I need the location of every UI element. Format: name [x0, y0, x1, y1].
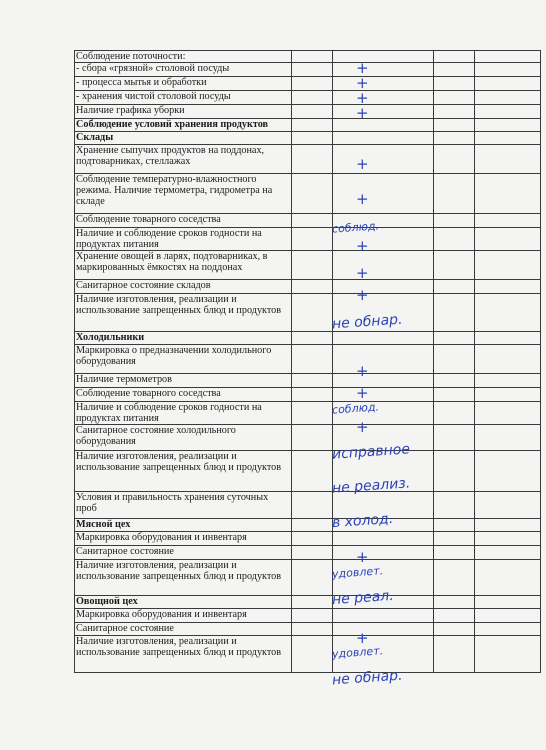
empty-cell: [292, 345, 333, 374]
empty-cell: [475, 532, 541, 546]
empty-cell: [292, 623, 333, 636]
empty-cell: [475, 332, 541, 345]
handwritten-note: не обнар.: [331, 311, 403, 332]
empty-cell: [475, 119, 541, 132]
empty-cell: [434, 132, 475, 145]
empty-cell: [292, 294, 333, 332]
section-header-row: [75, 332, 541, 345]
check-plus-mark: +: [356, 89, 369, 107]
result-cell: [333, 384, 434, 402]
empty-cell: [475, 560, 541, 596]
requirement-text: Наличие изготовления, реализации и использование запрещенных блюд и продуктов: [75, 636, 292, 673]
requirement-text: - сбора «грязной» столовой посуды: [75, 63, 292, 77]
check-plus-mark: +: [356, 154, 369, 173]
result-cell: [333, 546, 434, 560]
requirement-text: Соблюдение температурно-влажностного режима. Наличие термометра, гидрометра на складе: [75, 174, 292, 214]
check-plus-mark: +: [356, 361, 369, 380]
check-plus-mark: +: [356, 548, 369, 566]
check-plus-mark: +: [356, 384, 369, 402]
empty-cell: [292, 105, 333, 119]
check-plus-mark: +: [356, 286, 369, 304]
empty-cell: [475, 374, 541, 388]
handwritten-note: соблюд.: [331, 400, 380, 417]
checklist-row: [75, 492, 541, 519]
empty-cell: [292, 63, 333, 77]
result-cell: [333, 132, 434, 145]
empty-cell: [292, 77, 333, 91]
empty-cell: [434, 519, 475, 532]
empty-cell: [434, 425, 475, 451]
empty-cell: [475, 402, 541, 425]
result-cell: [333, 532, 434, 546]
requirement-text: Санитарное состояние холодильного оборудования: [75, 425, 292, 451]
check-plus-mark: +: [356, 629, 369, 647]
result-cell: [333, 609, 434, 623]
requirement-text: Санитарное состояние: [75, 546, 292, 560]
requirement-text: Наличие графика уборки: [75, 105, 292, 119]
section-header-row: [75, 132, 541, 145]
empty-cell: [475, 451, 541, 492]
handwritten-note: не реал.: [331, 587, 395, 608]
empty-cell: [434, 532, 475, 546]
empty-cell: [292, 425, 333, 451]
checklist-row: [75, 214, 541, 228]
empty-cell: [292, 132, 333, 145]
checklist-row: [75, 251, 541, 280]
check-plus-mark: +: [356, 237, 369, 255]
empty-cell: [292, 388, 333, 402]
empty-cell: [475, 280, 541, 294]
empty-cell: [475, 345, 541, 374]
requirement-text: Хранение овощей в ларях, подтоварниках, в маркированных ёмкостях на поддонах: [75, 251, 292, 280]
checklist-row: [75, 546, 541, 560]
empty-cell: [292, 251, 333, 280]
check-plus-mark: +: [356, 190, 369, 208]
section-title: Склады: [75, 132, 292, 145]
empty-cell: [434, 51, 475, 63]
empty-cell: [292, 280, 333, 294]
requirement-text: Маркировка о предназначении холодильного оборудования: [75, 345, 292, 374]
empty-cell: [434, 119, 475, 132]
checklist-row: [75, 636, 541, 673]
empty-cell: [434, 77, 475, 91]
result-cell: [333, 280, 434, 294]
empty-cell: [475, 174, 541, 214]
section-title: Мясной цех: [75, 519, 292, 532]
empty-cell: [434, 251, 475, 280]
checklist-row: [75, 105, 541, 119]
handwritten-note: не реализ.: [331, 475, 411, 497]
checklist-row: [75, 609, 541, 623]
empty-cell: [292, 546, 333, 560]
requirement-text: Маркировка оборудования и инвентаря: [75, 532, 292, 546]
empty-cell: [434, 451, 475, 492]
checklist-row: [75, 77, 541, 91]
checklist-row: [75, 451, 541, 492]
section-header-row: [75, 119, 541, 132]
checklist-row: [75, 174, 541, 214]
empty-cell: [292, 119, 333, 132]
empty-cell: [475, 519, 541, 532]
requirement-text: Санитарное состояние: [75, 623, 292, 636]
handwritten-note: удовлет.: [331, 563, 384, 581]
empty-cell: [292, 636, 333, 673]
empty-cell: [434, 609, 475, 623]
empty-cell: [475, 214, 541, 228]
result-cell: [333, 119, 434, 132]
empty-cell: [475, 77, 541, 91]
empty-cell: [434, 280, 475, 294]
empty-cell: [475, 294, 541, 332]
empty-cell: [434, 214, 475, 228]
empty-cell: [434, 294, 475, 332]
checklist-row: [75, 91, 541, 105]
empty-cell: [292, 51, 333, 63]
requirement-text: Соблюдение поточности:: [75, 51, 292, 63]
result-cell: [333, 251, 434, 280]
empty-cell: [434, 402, 475, 425]
empty-cell: [475, 132, 541, 145]
checklist-row: [75, 374, 541, 388]
checklist-row: [75, 345, 541, 374]
empty-cell: [292, 402, 333, 425]
requirement-text: Маркировка оборудования и инвентаря: [75, 609, 292, 623]
empty-cell: [434, 636, 475, 673]
requirement-text: Условия и правильность хранения суточных проб: [75, 492, 292, 519]
checklist-row: [75, 51, 541, 63]
requirement-text: Соблюдение товарного соседства: [75, 214, 292, 228]
empty-cell: [292, 532, 333, 546]
inspection-checklist-table: [74, 50, 541, 673]
result-cell: [333, 74, 434, 92]
result-cell: [333, 174, 434, 214]
empty-cell: [434, 374, 475, 388]
section-title: Овощной цех: [75, 596, 292, 609]
empty-cell: [475, 636, 541, 673]
empty-cell: [292, 145, 333, 174]
checklist-row: [75, 388, 541, 402]
result-cell: [333, 345, 434, 374]
handwritten-note: соблюд.: [331, 219, 380, 236]
empty-cell: [475, 63, 541, 77]
checklist-row: [75, 145, 541, 174]
checklist-body: [75, 51, 541, 673]
checklist-row: [75, 402, 541, 425]
result-cell: [333, 104, 434, 122]
empty-cell: [475, 251, 541, 280]
result-cell: [333, 374, 434, 388]
checklist-row: [75, 623, 541, 636]
empty-cell: [475, 51, 541, 63]
empty-cell: [292, 228, 333, 251]
result-cell: [333, 51, 434, 63]
empty-cell: [434, 560, 475, 596]
empty-cell: [292, 492, 333, 519]
check-plus-mark: +: [356, 418, 369, 436]
empty-cell: [434, 63, 475, 77]
empty-cell: [475, 609, 541, 623]
result-cell: [333, 59, 434, 77]
result-cell: [333, 91, 434, 105]
check-plus-mark: +: [356, 59, 369, 77]
empty-cell: [475, 425, 541, 451]
requirement-text: Наличие термометров: [75, 374, 292, 388]
handwritten-note: исправное: [331, 440, 411, 463]
empty-cell: [292, 596, 333, 609]
empty-cell: [434, 91, 475, 105]
checklist-row: [75, 63, 541, 77]
requirement-text: Санитарное состояние складов: [75, 280, 292, 294]
empty-cell: [434, 228, 475, 251]
empty-cell: [475, 105, 541, 119]
empty-cell: [475, 492, 541, 519]
empty-cell: [292, 174, 333, 214]
empty-cell: [434, 105, 475, 119]
section-header-row: [75, 519, 541, 532]
empty-cell: [292, 451, 333, 492]
requirement-text: Хранение сыпучих продуктов на поддонах, подтоварниках, стеллажах: [75, 145, 292, 174]
check-plus-mark: +: [356, 263, 369, 282]
empty-cell: [292, 91, 333, 105]
empty-cell: [434, 174, 475, 214]
check-plus-mark: +: [356, 74, 369, 92]
section-header-row: [75, 596, 541, 609]
empty-cell: [292, 214, 333, 228]
empty-cell: [292, 332, 333, 345]
empty-cell: [475, 596, 541, 609]
requirement-text: - процесса мытья и обработки: [75, 77, 292, 91]
empty-cell: [434, 345, 475, 374]
requirement-text: - хранения чистой столовой посуды: [75, 91, 292, 105]
empty-cell: [434, 492, 475, 519]
empty-cell: [475, 145, 541, 174]
empty-cell: [434, 546, 475, 560]
result-cell: [333, 145, 434, 174]
empty-cell: [434, 145, 475, 174]
checklist-row: [75, 425, 541, 451]
section-title: Холодильники: [75, 332, 292, 345]
checklist-row: [75, 560, 541, 596]
empty-cell: [292, 374, 333, 388]
checklist-row: [75, 280, 541, 294]
empty-cell: [434, 596, 475, 609]
empty-cell: [434, 623, 475, 636]
requirement-text: Наличие изготовления, реализации и использование запрещенных блюд и продуктов: [75, 451, 292, 492]
checklist-row: [75, 532, 541, 546]
handwritten-note: удовлет.: [331, 644, 384, 662]
requirement-text: Наличие изготовления, реализации и использование запрещенных блюд и продуктов: [75, 560, 292, 596]
empty-cell: [292, 560, 333, 596]
empty-cell: [475, 228, 541, 251]
result-cell: [333, 623, 434, 636]
handwritten-note: в холод.: [331, 510, 394, 532]
requirement-text: Наличие изготовления, реализации и использование запрещенных блюд и продуктов: [75, 294, 292, 332]
empty-cell: [292, 609, 333, 623]
checklist-row: [75, 294, 541, 332]
empty-cell: [434, 332, 475, 345]
empty-cell: [475, 91, 541, 105]
requirement-text: Наличие и соблюдение сроков годности на продуктах питания: [75, 402, 292, 425]
result-cell: [333, 332, 434, 345]
check-plus-mark: +: [356, 104, 369, 122]
section-title: Соблюдение условий хранения продуктов: [75, 119, 292, 132]
checklist-row: [75, 228, 541, 251]
empty-cell: [292, 519, 333, 532]
empty-cell: [434, 388, 475, 402]
empty-cell: [475, 546, 541, 560]
empty-cell: [475, 388, 541, 402]
requirement-text: Наличие и соблюдение сроков годности на продуктах питания: [75, 228, 292, 251]
empty-cell: [475, 623, 541, 636]
requirement-text: Соблюдение товарного соседства: [75, 388, 292, 402]
handwritten-note: не обнар.: [331, 667, 403, 689]
